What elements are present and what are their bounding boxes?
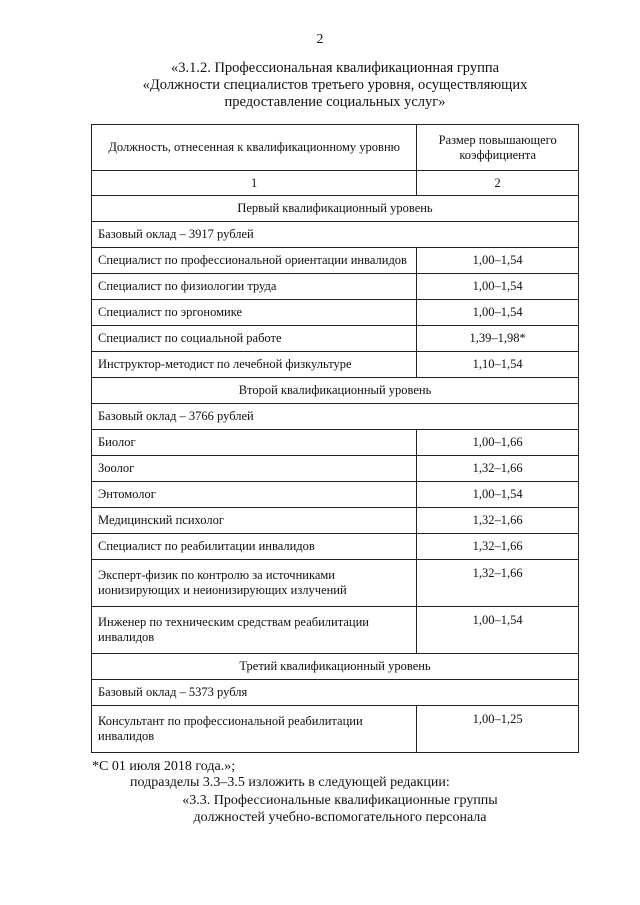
table-row [92,430,579,456]
level-title-row [92,196,579,222]
heading-line: предоставление социальных услуг» [224,94,446,110]
next-section-heading [170,792,510,826]
position-cell: Специалист по эргономике [92,300,417,326]
coefficient-cell: 1,00–1,54 [417,274,579,300]
table-row [92,248,579,274]
table-row [92,456,579,482]
level-title-row [92,654,579,680]
column-number: 2 [417,171,579,196]
position-cell: Инструктор-методист по лечебной физкультуре [92,352,417,378]
heading-line: «3.3. Профессиональные квалификационные группы [182,793,498,808]
coefficient-cell: 1,10–1,54 [417,352,579,378]
table-row [92,508,579,534]
position-cell: Зоолог [92,456,417,482]
table-row [92,482,579,508]
table-row [92,706,579,753]
page-number: 2 [316,32,324,47]
coefficient-cell: 1,32–1,66 [417,508,579,534]
salary-row [92,222,579,248]
position-cell: Медицинский психолог [92,508,417,534]
position-cell: Инженер по техническим средствам реабилитации инвалидов [92,607,417,654]
table-row [92,352,579,378]
level-title: Первый квалификационный уровень [92,196,579,222]
column-number: 1 [92,171,417,196]
footnote: *С 01 июля 2018 года.»; [92,759,236,774]
position-cell: Консультант по профессиональной реабилитации инвалидов [92,706,417,753]
table-row [92,607,579,654]
base-salary: Базовый оклад – 3917 рублей [92,222,579,248]
coefficient-cell: 1,00–1,66 [417,430,579,456]
coefficient-cell: 1,00–1,25 [417,706,579,753]
coefficient-cell: 1,00–1,54 [417,248,579,274]
salary-row [92,404,579,430]
heading-line: должностей учебно-вспомогательного персонала [193,810,487,825]
position-cell: Специалист по реабилитации инвалидов [92,534,417,560]
position-cell: Специалист по физиологии труда [92,274,417,300]
coefficient-column-header: Размер повышающего коэффициента [417,125,579,171]
base-salary: Базовый оклад – 5373 рубля [92,680,579,706]
salary-row [92,680,579,706]
position-cell: Энтомолог [92,482,417,508]
position-cell: Специалист по социальной работе [92,326,417,352]
table-row [92,534,579,560]
table-row [92,274,579,300]
heading-line: «3.1.2. Профессиональная квалификационная группа [170,60,500,76]
base-salary: Базовый оклад – 3766 рублей [92,404,579,430]
table-row [92,300,579,326]
section-heading [100,60,570,111]
table-row [92,326,579,352]
position-cell: Эксперт-физик по контролю за источниками ионизирующих и неионизирующих излучений [92,560,417,607]
coefficient-cell: 1,00–1,54 [417,300,579,326]
coefficient-cell: 1,00–1,54 [417,607,579,654]
coefficient-cell: 1,00–1,54 [417,482,579,508]
coefficient-cell: 1,32–1,66 [417,456,579,482]
coefficient-cell: 1,39–1,98* [417,326,579,352]
position-column-header: Должность, отнесенная к квалификационному уровню [92,125,417,171]
level-title-row [92,378,579,404]
coefficient-cell: 1,32–1,66 [417,534,579,560]
qualification-table [91,124,579,753]
level-title: Второй квалификационный уровень [92,378,579,404]
amendment-text: подразделы 3.3–3.5 изложить в следующей редакции: [130,775,450,790]
coefficient-cell: 1,32–1,66 [417,560,579,607]
column-number-row [92,171,579,196]
heading-line: «Должности специалистов третьего уровня, осуществляющих [142,77,528,93]
position-cell: Биолог [92,430,417,456]
table-row [92,560,579,607]
table-header-row [92,125,579,171]
position-cell: Специалист по профессиональной ориентации инвалидов [92,248,417,274]
level-title: Третий квалификационный уровень [92,654,579,680]
